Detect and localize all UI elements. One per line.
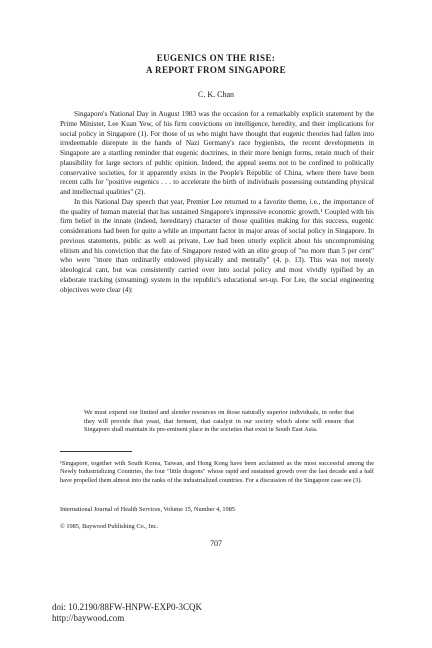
author-name: C. K. Chan xyxy=(198,90,234,99)
title-line-2: A REPORT FROM SINGAPORE xyxy=(146,65,286,75)
footnote-divider xyxy=(60,451,132,452)
copyright-line: © 1985, Baywood Publishing Co., Inc. xyxy=(60,523,159,530)
page-number: 707 xyxy=(210,539,222,548)
article-body xyxy=(60,110,374,295)
doi-block xyxy=(52,602,352,624)
journal-citation: International Journal of Health Services, Volume 15, Number 4, 1985 xyxy=(60,506,235,513)
title-line-1: EUGENICS ON THE RISE: xyxy=(156,53,276,63)
block-quote: We must expend our limited and slender resources on those naturally superior individuals, in order that they will provide that yeast, that ferment, that catalyst in our society which alone will ensure that Singapore shall maintain its pre-eminent place in the societies that exist in South East Asia. xyxy=(84,409,354,434)
paragraph-1: Singapore's National Day in August 1983 was the occasion for a remarkably explicit statement by the Prime Minister, Lee Kuan Yew, of his firm convictions on intelligence, heredity, and their implications for social policy in Singapore (1). For those of us who might have thought that eugenic theories had fallen into irredeemable disrepute in the hands of Nazi Germany's race hygienists, the recent developments in Singapore are a startling reminder that eugenic doctrines, in their more benign forms, retain much of their plausibility for large sectors of public opinion. Indeed, the appeal seems not to be confined to politically conservative societies, for it apparently exists in the People's Republic of China, where there have been recent calls for "positive eugenics . . . to accelerate the birth of individuals possessing outstanding physical and intellectual qualities" (2). xyxy=(60,110,374,196)
doi-link[interactable]: doi: 10.2190/88FW-HNPW-EXP0-3CQK xyxy=(52,602,203,612)
footnote: ¹Singapore, together with South Korea, Taiwan, and Hong Kong have been acclaimed as the most successful among the Newly Industrializing Countries, the four "little dragons" whose rapid and sustained growth over the last decade and a half have propelled them almost into the ranks of the industrialized countries. For a discussion of the Singapore case see (3). xyxy=(60,460,374,484)
paragraph-2: In this National Day speech that year, Premier Lee returned to a favorite theme, i.e., the importance of the quality of human material that has sustained Singapore's impressive economic growth.¹ Coupled with his firm belief in the innate (indeed, hereditary) character of those qualities making for this success, eugenic considerations had been for quite a while an important factor in major areas of social policy in Singapore. In previous statements, public as well as private, Lee had been utterly explicit about his uncompromising elitism and his conviction that the fate of Singapore rested with an elite group of "no more than 5 per cent" who were "more than ordinarily endowed physically and mentally" (4, p. 13). This was not merely ideological cant, but was consistently carried over into social policy and most vividly typified by an elaborate tracking (streaming) system in the republic's educational set-up. For Lee, the social engineering objectives were clear (4): xyxy=(60,197,374,294)
article-title xyxy=(0,52,432,76)
publisher-url[interactable]: http://baywood.com xyxy=(52,613,125,623)
